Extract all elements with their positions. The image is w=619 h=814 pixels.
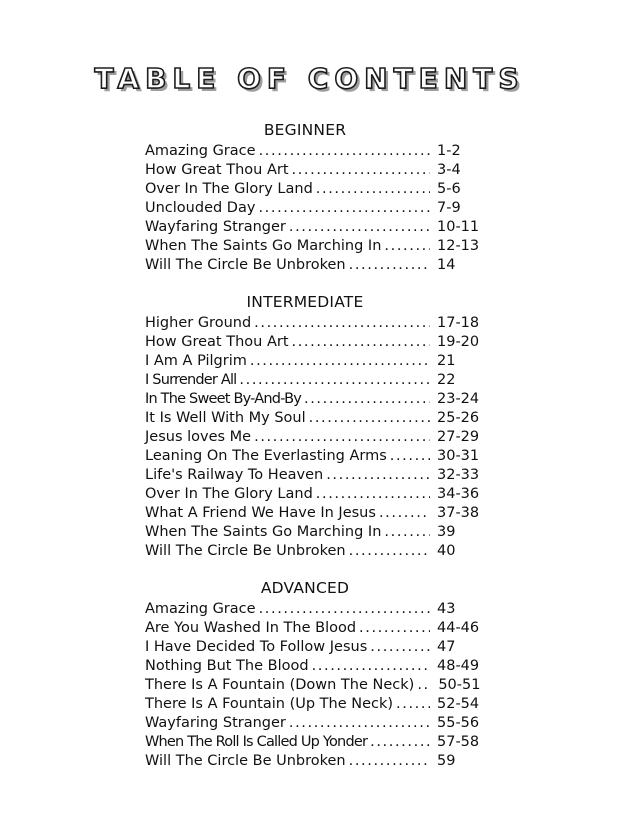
entry-title: Will The Circle Be Unbroken [145,256,346,273]
dot-leader [326,466,430,485]
toc-section [145,579,483,771]
dot-leader [316,180,430,199]
toc-entry [145,638,483,657]
dot-leader [396,695,430,714]
toc-entry [145,542,483,561]
dot-leader [309,409,430,428]
dot-leader [254,314,430,333]
section-heading: INTERMEDIATE [246,292,364,311]
entry-pages: 47 [437,638,456,655]
dot-leader [316,485,430,504]
toc-entry [145,390,483,409]
toc-entry [145,314,483,333]
entry-title: There Is A Fountain (Down The Neck) [145,676,415,693]
entry-title: Are You Washed In The Blood [145,619,357,636]
dot-leader [359,619,430,638]
toc-entry [145,142,483,161]
entry-title: Jesus loves Me [145,428,252,445]
entry-title: Unclouded Day [145,199,256,216]
section-heading: ADVANCED [260,578,350,597]
toc-entry [145,371,483,390]
toc-entry [145,237,483,256]
toc-entry [145,447,483,466]
entry-title: How Great Thou Art [145,161,289,178]
toc-entry [145,695,483,714]
entry-pages: 12-13 [437,237,480,254]
entry-pages: 50-51 [438,676,481,693]
entry-title: It Is Well With My Soul [145,409,306,426]
toc-entry [145,752,483,771]
entry-title: Amazing Grace [145,600,256,617]
entry-pages: 52-54 [437,695,480,712]
entry-title: I Surrender All [145,371,237,388]
page-title: TABLE OF CONTENTS [94,61,525,95]
toc-entry [145,657,483,676]
entry-pages: 10-11 [437,218,480,235]
dot-leader [384,523,430,542]
entry-pages: 17-18 [437,314,480,331]
toc-entry [145,600,483,619]
dot-leader [259,600,430,619]
dot-leader [289,218,430,237]
toc-entry [145,161,483,180]
entry-title: Over In The Glory Land [145,180,313,197]
entry-title: Will The Circle Be Unbroken [145,752,346,769]
entry-pages: 1-2 [437,142,461,159]
toc-entry [145,352,483,371]
toc-entry [145,180,483,199]
entry-title: Life's Railway To Heaven [145,466,324,483]
toc-entry [145,218,483,237]
entry-pages: 39 [437,523,456,540]
toc-entry [145,409,483,428]
entry-title: Leaning On The Everlasting Arms [145,447,387,464]
dot-leader [349,256,430,275]
entry-pages: 21 [437,352,456,369]
entry-title: What A Friend We Have In Jesus [145,504,376,521]
dot-leader [384,237,430,256]
toc-entry [145,333,483,352]
entry-title: I Am A Pilgrim [145,352,247,369]
entry-title: Nothing But The Blood [145,657,309,674]
dot-leader [254,428,430,447]
dot-leader [239,371,430,390]
entry-pages: 23-24 [437,390,480,407]
entry-pages: 48-49 [437,657,480,674]
toc-entry [145,256,483,275]
entry-pages: 44-46 [437,619,480,636]
entry-pages: 32-33 [437,466,480,483]
dot-leader [379,504,430,523]
dot-leader [304,390,430,409]
entry-title: Will The Circle Be Unbroken [145,542,346,559]
toc-entry [145,199,483,218]
entry-title: When The Roll Is Called Up Yonder [145,733,368,750]
entry-pages: 27-29 [437,428,480,445]
dot-leader [370,733,430,752]
entry-pages: 22 [437,371,456,388]
dot-leader [312,657,430,676]
entry-title: Amazing Grace [145,142,256,159]
entry-pages: 14 [437,256,456,273]
entry-pages: 59 [437,752,456,769]
toc-entry [145,676,483,695]
entry-pages: 5-6 [437,180,461,197]
dot-leader [289,714,430,733]
entry-title: In The Sweet By-And-By [145,390,301,407]
entry-title: Higher Ground [145,314,252,331]
toc-section [145,121,483,275]
entry-title: Over In The Glory Land [145,485,313,502]
dot-leader [349,752,430,771]
toc-entry [145,466,483,485]
toc-body [145,121,483,771]
entry-pages: 19-20 [437,333,480,350]
entry-pages: 57-58 [437,733,480,750]
entry-title: How Great Thou Art [145,333,289,350]
toc-entry [145,619,483,638]
dot-leader [417,676,431,695]
toc-entry [145,485,483,504]
dot-leader [390,447,430,466]
entry-pages: 30-31 [437,447,480,464]
toc-section [145,293,483,561]
dot-leader [292,333,430,352]
toc-entry [145,504,483,523]
entry-pages: 40 [437,542,456,559]
entry-title: Wayfaring Stranger [145,714,286,731]
entry-title: Wayfaring Stranger [145,218,286,235]
dot-leader [349,542,430,561]
toc-entry [145,733,483,752]
entry-pages: 3-4 [437,161,461,178]
toc-entry [145,714,483,733]
toc-entry [145,428,483,447]
entry-title: When The Saints Go Marching In [145,237,382,254]
dot-leader [250,352,430,371]
entry-title: When The Saints Go Marching In [145,523,382,540]
entry-pages: 7-9 [437,199,461,216]
entry-title: There Is A Fountain (Up The Neck) [145,695,394,712]
section-heading: BEGINNER [263,120,347,139]
dot-leader [370,638,430,657]
entry-pages: 43 [437,600,456,617]
entry-pages: 55-56 [437,714,480,731]
dot-leader [258,199,430,218]
entry-pages: 34-36 [437,485,480,502]
entry-title: I Have Decided To Follow Jesus [145,638,368,655]
entry-pages: 37-38 [437,504,480,521]
dot-leader [259,142,430,161]
toc-entry [145,523,483,542]
entry-pages: 25-26 [437,409,480,426]
dot-leader [292,161,430,180]
